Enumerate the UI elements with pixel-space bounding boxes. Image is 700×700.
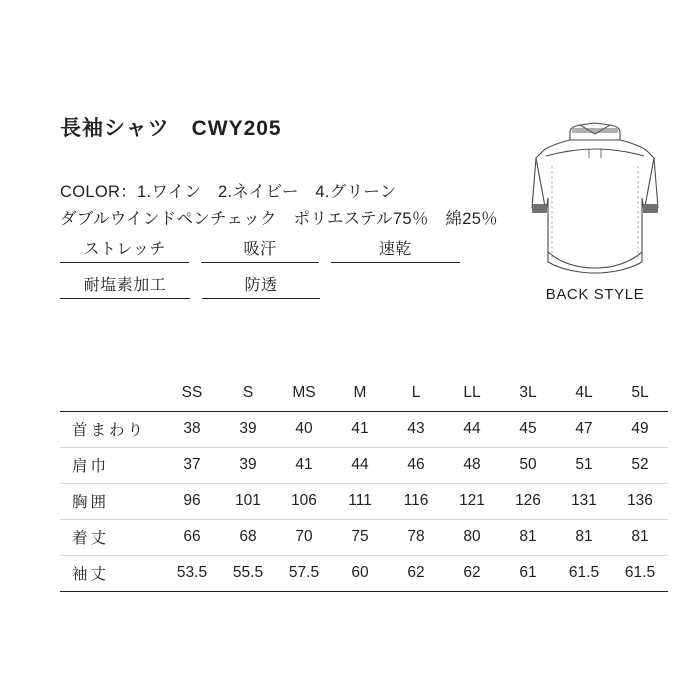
cell: 62 (444, 556, 500, 592)
feature-row (60, 236, 472, 263)
size-chart-table (60, 378, 668, 592)
cell: 70 (276, 520, 332, 556)
col-header-ll: LL (444, 378, 500, 412)
cell: 57.5 (276, 556, 332, 592)
feature-tag-list (60, 236, 472, 308)
cell: 41 (332, 412, 388, 448)
col-header-3l: 3L (500, 378, 556, 412)
cell: 68 (220, 520, 276, 556)
cell: 61.5 (612, 556, 668, 592)
cell: 61 (500, 556, 556, 592)
row-label-neck: 首まわり (60, 412, 164, 448)
cell: 61.5 (556, 556, 612, 592)
color-options-text: COLOR：1.ワイン 2.ネイビー 4.グリーン (60, 183, 397, 201)
shirt-back-icon (510, 112, 680, 312)
cell: 40 (276, 412, 332, 448)
cell: 39 (220, 448, 276, 484)
cell: 38 (164, 412, 220, 448)
table-row (60, 556, 668, 592)
feature-tag-quick-dry: 速乾 (331, 236, 460, 263)
cell: 60 (332, 556, 388, 592)
feature-row (60, 272, 472, 299)
table-row (60, 448, 668, 484)
cell: 111 (332, 484, 388, 520)
table-header-row (60, 378, 668, 412)
cell: 55.5 (220, 556, 276, 592)
cell: 131 (556, 484, 612, 520)
cell: 106 (276, 484, 332, 520)
feature-tag-sweat-absorbing: 吸汗 (201, 236, 318, 263)
cell: 126 (500, 484, 556, 520)
cell: 81 (500, 520, 556, 556)
cell: 52 (612, 448, 668, 484)
cell: 80 (444, 520, 500, 556)
col-header-l: L (388, 378, 444, 412)
cell: 62 (388, 556, 444, 592)
cell: 81 (556, 520, 612, 556)
cell: 47 (556, 412, 612, 448)
col-header-ss: SS (164, 378, 220, 412)
table-row (60, 412, 668, 448)
col-header-s: S (220, 378, 276, 412)
row-label-shoulder: 肩巾 (60, 448, 164, 484)
cell: 78 (388, 520, 444, 556)
cell: 136 (612, 484, 668, 520)
row-label-sleeve: 袖丈 (60, 556, 164, 592)
size-corner-header (60, 378, 164, 412)
cell: 53.5 (164, 556, 220, 592)
cell: 66 (164, 520, 220, 556)
cell: 81 (612, 520, 668, 556)
feature-tag-stretch: ストレッチ (60, 236, 189, 263)
cell: 43 (388, 412, 444, 448)
cell: 44 (444, 412, 500, 448)
feature-tag-chlorine-resistant: 耐塩素加工 (60, 272, 190, 299)
col-header-5l: 5L (612, 378, 668, 412)
row-label-length: 着丈 (60, 520, 164, 556)
col-header-m: M (332, 378, 388, 412)
cell: 37 (164, 448, 220, 484)
cell: 101 (220, 484, 276, 520)
back-style-label: BACK STYLE (545, 286, 645, 303)
feature-tag-anti-see-through: 防透 (202, 272, 320, 299)
cell: 75 (332, 520, 388, 556)
cell: 48 (444, 448, 500, 484)
cell: 96 (164, 484, 220, 520)
row-label-chest: 胸囲 (60, 484, 164, 520)
cell: 46 (388, 448, 444, 484)
cell: 116 (388, 484, 444, 520)
cell: 121 (444, 484, 500, 520)
page-title: 長袖シャツ CWY205 (60, 117, 282, 140)
cell: 45 (500, 412, 556, 448)
table-row (60, 484, 668, 520)
cell: 51 (556, 448, 612, 484)
cell: 39 (220, 412, 276, 448)
shirt-back-illustration (510, 112, 680, 312)
cell: 41 (276, 448, 332, 484)
material-composition-text: ダブルウインドペンチェック ポリエステル75％ 綿25％ (60, 210, 498, 228)
table-row (60, 520, 668, 556)
col-header-4l: 4L (556, 378, 612, 412)
cell: 50 (500, 448, 556, 484)
col-header-ms: MS (276, 378, 332, 412)
cell: 49 (612, 412, 668, 448)
cell: 44 (332, 448, 388, 484)
